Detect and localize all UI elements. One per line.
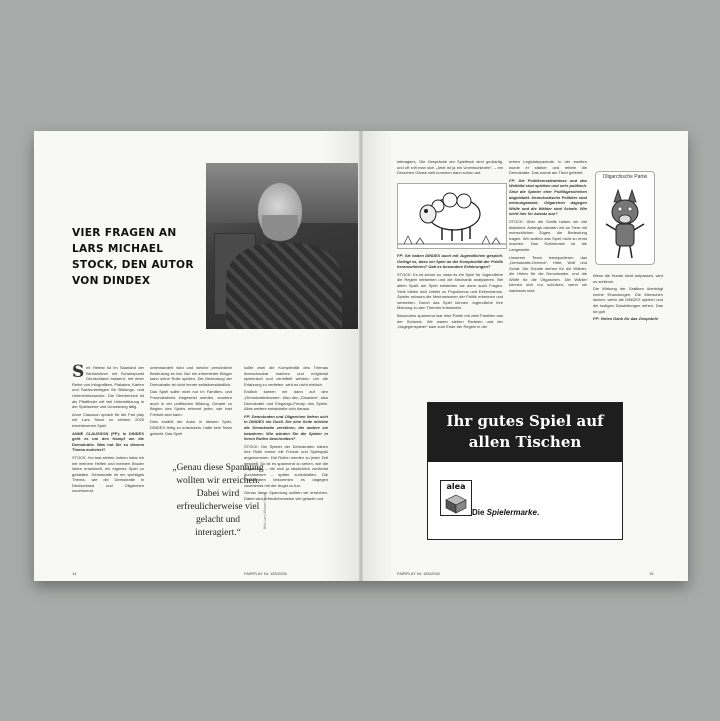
article-column-2 (150, 365, 232, 438)
page-footer: FAIRPLAY Nr. 155/2026 (397, 571, 440, 576)
article-column-1 (72, 362, 144, 496)
paragraph: Besonders spannend war eine Partie mit zwei Familien aus der Schweiz. Wir waren sieben Parteien und der „Dagegenspieler“ kam zum Ende der Regeln in der (397, 312, 503, 330)
wolf-illustration (595, 171, 655, 265)
paragraph: Unserem Team transportieren das „Demokratie-Dreieck“: Hirte, Wolf und Schaf. Die Schafe stehen für die Wähler, die Hirten für die Demokraten, und die Wölfe für die Oligarchen. Die Wähler können sich nur schützen, wenn sie wachsam sind. (509, 254, 587, 294)
question: FP: Demokraten und Oligarchen liefern sich in DINDEX ein Duell. Die eine Seite möchte die Demokratie zerstören, die andere sie bewahren. Wie würden Sie die Spieler in ihrem Rollen beschreiben? (244, 413, 328, 442)
question: FP: Sie haben DINDEX auch mit Jugendlichen gespielt. Gelingt es, dass ein Spiel an die Komplexität der Politik heranzuführen? Gab es besondere Erfahrungen? (397, 253, 503, 270)
left-page (34, 131, 361, 581)
tagline-post: . (536, 508, 540, 517)
question: ANNE CLAUSSON (FP): In DINDEX geht es um den Kampf um die Demokratie. Was hat Sie zu diesem Thema motiviert? (72, 430, 144, 453)
ad-headline: Ihr gutes Spiel auf allen Tischen (446, 412, 604, 451)
paragraph: Die Wirkung der Grafiken überträgt meine Erwartungen. Die Menschen lachen, wenn die DINDEX spielen und die lustigen Darstellungen sehen. Das tut gut! (593, 286, 663, 314)
alea-logo (440, 480, 472, 516)
spine-gutter (359, 131, 363, 581)
article-column-2 (509, 159, 587, 296)
page-footer: FAIRPLAY Nr. 155/2026 (244, 571, 287, 576)
page-number: 15 (649, 571, 654, 576)
alea-advertisement (427, 402, 623, 540)
paragraph: ersten Legislaturperiode. In der zweiten wurde er stärker und rettete die Demokratie. Das wurde am Tisch gefeiert. (509, 159, 587, 176)
ad-header-band (428, 403, 622, 462)
pull-quote: „Genau diese Spannung wollten wir erreichen. Dabei wird erfreulicherweise viel gelacht und interagiert.“ (172, 463, 264, 538)
right-page (361, 131, 688, 581)
wolf-caption: Oligarchische Partei (602, 174, 648, 180)
paragraph: STOCK: Die Spieler der Demokraten haben ihre Rolle immer mit Freude und Spielspaß angenommen. Die Rollen werden zu jeder Zeit gespielt. So ist es spannend zu sehen, wie die Oligarchen – die sich ja tatsächlich zunächst durchsetzen – später zurückfallen. Die Demokraten bekommen es dagegen zusehends mit der Angst zu tun. (244, 443, 328, 488)
author-photo (206, 163, 358, 329)
magazine-spread (34, 131, 688, 581)
article-column-3 (244, 365, 328, 504)
paragraph: STOCK: Über die Grafik haben wir viel diskutiert. Anfangs dachten wir an Tiere mit menschlichen Zügen, die Bedeutung tragen. Wir wollten das Spiel nicht zu ernst machen. Das Schlimmste ist die Langeweile. (509, 218, 587, 252)
paragraph: Dies erzählt der Autor in diesem Spiel, DINDEX fertig zu entwickeln, hatte sein Team gelacht. Das Spiel (150, 419, 232, 436)
paragraph: STOCK: Vor fast sieben Jahren habe ich mit meinem Helfen und meinem Bruder Ideen entwickelt, ein eigenes Spiel zu gestalten. Demokratie ist ein wichtiges Thema, wie die Demokratie in Deutschland und Oligarchen zunehmend. (72, 454, 144, 494)
ad-tagline (472, 508, 539, 517)
paragraph: Endlich kamen wir dann auf den „Demokratiedramen“. Also den „Dinadem“, also Demokratie und Eingangs-Prinzip des Spiels. Alles weitere entwickelte sich daraus. (244, 389, 328, 412)
cube-icon (441, 481, 471, 515)
paragraph: interagiert„. Die Gespräche am Spieltisch sind großartig, und oft ruft man sich „Jetzt ist ja ein Unentschieden“, – ein Dreschen Gänse weit kommen dann schon auf. (397, 159, 503, 176)
paragraph: Das Spiel sollte nicht nur im Familien- und Freundeskreis eingesetzt werden, sondern auch in der politischen Bildung. Gerade zu Beginn des Spiels erkennt jeder, wie hart Freiheit sein kann. (150, 389, 232, 417)
photo-credit: Bild: Lars Michael Stock (263, 492, 267, 529)
article-column-1-cont (397, 253, 503, 332)
drop-cap: S (72, 362, 85, 382)
wolf-icon (596, 172, 654, 264)
tagline-brand: Spielermarke (486, 508, 537, 517)
paragraph: eit Herbst ist im Saarland der Bruttolohner mit Schwerpunkt Deutschland bekannt, mit einer Reihe von Infografiken, Plakaten, Karten und Sachunterlagen für Bildungs- und Unterrichtszwecke. Die Oberbereich ist als Pfadfinder mit viel Unterstützung in der Spielszene und Umsetzung tätig. (72, 365, 144, 410)
paragraph: Genau diese Spannung wollten wir erreichen. Dabei wird erfreulicherweise viel gelacht und (244, 490, 328, 502)
question: FP: Die Politikverständnisse und das Weltbild sind spielbar und sehr politisch. Sind die Spieler eher Politikgeschehen abgebildet. Demokratische Politiker sind meinungsstark, Oligarchen dagegen Wölfe und die Wähler sind Schafe. Wie sieht hier Ihr Ansatz aus? (509, 177, 587, 217)
paragraph: unterwandert wird und welche persönliche Bedeutung es hat. Nur ein informierter Bürger kann seine Rolle spielen. Die Bedeutung der Demokratie ist nicht immer selbstverständlich. (150, 365, 232, 387)
paragraph: Wenn die Hunde nicht aufpassen, wird es schlimm. (593, 273, 663, 284)
article-column-3 (593, 273, 663, 324)
sheep-illustration (397, 183, 507, 249)
question: FP: Vielen Dank für das Gespräch! (593, 316, 659, 322)
article-headline: VIER FRAGEN AN LARS MICHAEL STOCK, DEN AUTOR VON DINDEX (72, 227, 194, 287)
article-column-1 (397, 159, 503, 178)
paragraph: STOCK: Es ist schon so, dass es ein Spiel für Jugendliche die Regeln verstehen und die Mechanik analysieren. Bei allem Spaß am Spiel entstehen sie dann auch Fragen. Viele bilden sich Urteile zu Populismus und Extremismus. Spieler müssen die Mechanismen der Politik erkennen und verstehen. Durch das Spiel können Jugendliche ihre Meinung zu den Themen entwickeln. (397, 271, 503, 311)
tagline-pre: Die (472, 508, 487, 517)
sheep-icon (398, 184, 506, 248)
paragraph: sollte zwei die Komplexität des Themas überschaubar machen und möglichst spielerisch und vermittelt werden. Um die Erfahrung zu vertiefen, wird es nicht einfach. (244, 365, 328, 387)
page-number: 14 (72, 571, 77, 576)
alea-logo-text: alea (446, 482, 466, 491)
paragraph: Anne Clausson sprach für die Fair play mit Lars Stock zu seinem 2025 erschienenen Spiel. (72, 411, 144, 428)
